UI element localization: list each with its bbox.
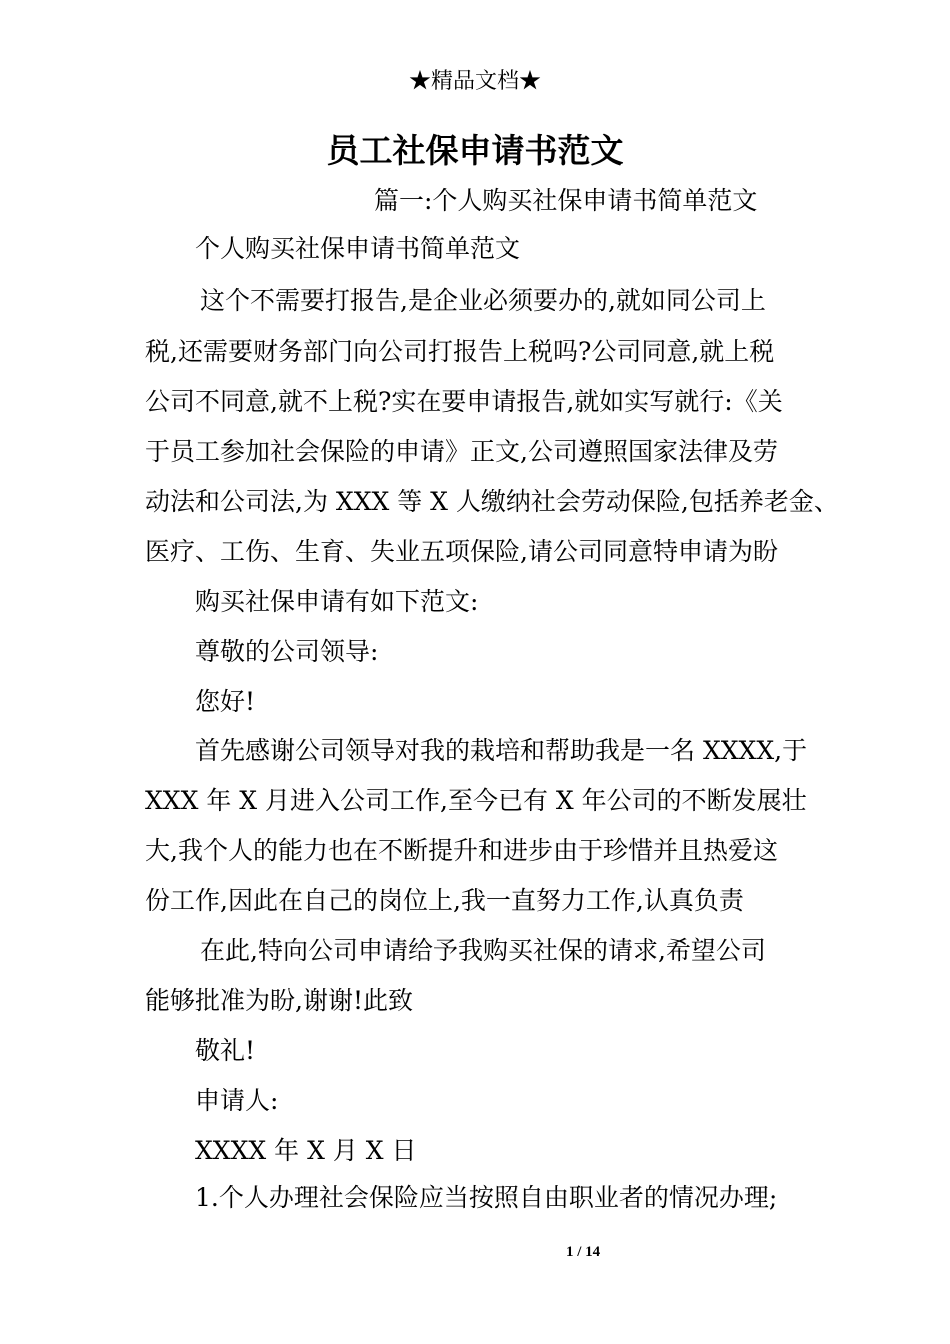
paragraph-line: 购买社保申请有如下范文: (195, 587, 479, 616)
paragraph-line: 这个不需要打报告,是企业必须要办的,就如同公司上 (200, 286, 766, 315)
paragraph-line: 申请人: (195, 1086, 279, 1115)
paragraph-line: 1.个人办理社会保险应当按照自由职业者的情况办理; (195, 1183, 778, 1212)
paragraph-line: 动法和公司法,为 XXX 等 X 人缴纳社会劳动保险,包括养老金、 (145, 487, 839, 516)
paragraph-line: 首先感谢公司领导对我的栽培和帮助我是一名 XXXX,于 (195, 736, 808, 765)
paragraph-line: 敬礼! (195, 1036, 256, 1065)
paragraph-line: XXX 年 X 月进入公司工作,至今已有 X 年公司的不断发展壮 (145, 786, 807, 815)
paragraph-line: 医疗、工伤、生育、失业五项保险,请公司同意特申请为盼 (145, 537, 778, 566)
document-title: 员工社保申请书范文 (326, 131, 624, 170)
header-mark: ★精品文档★ (408, 69, 541, 94)
paragraph-line: 份工作,因此在自己的岗位上,我一直努力工作,认真负责 (145, 886, 744, 915)
paragraph-line: 在此,特向公司申请给予我购买社保的请求,希望公司 (200, 936, 766, 965)
paragraph-line: 尊敬的公司领导: (195, 637, 379, 666)
paragraph-line: XXXX 年 X 月 X 日 (195, 1136, 417, 1165)
paragraph-line: 个人购买社保申请书简单范文 (195, 234, 521, 263)
paragraph-line: 您好! (195, 687, 256, 716)
paragraph-line: 于员工参加社会保险的申请》正文,公司遵照国家法律及劳 (145, 437, 778, 466)
page-number: 1 / 14 (566, 1244, 601, 1260)
paragraph-line: 大,我个人的能力也在不断提升和进步由于珍惜并且热爱这 (145, 836, 778, 865)
paragraph-line: 公司不同意,就不上税?实在要申请报告,就如实写就行:《关 (145, 387, 783, 416)
paragraph-line: 能够批准为盼,谢谢!此致 (145, 986, 413, 1015)
paragraph-line: 税,还需要财务部门向公司打报告上税吗?公司同意,就上税 (145, 337, 775, 366)
section-heading: 篇一:个人购买社保申请书简单范文 (374, 186, 758, 215)
